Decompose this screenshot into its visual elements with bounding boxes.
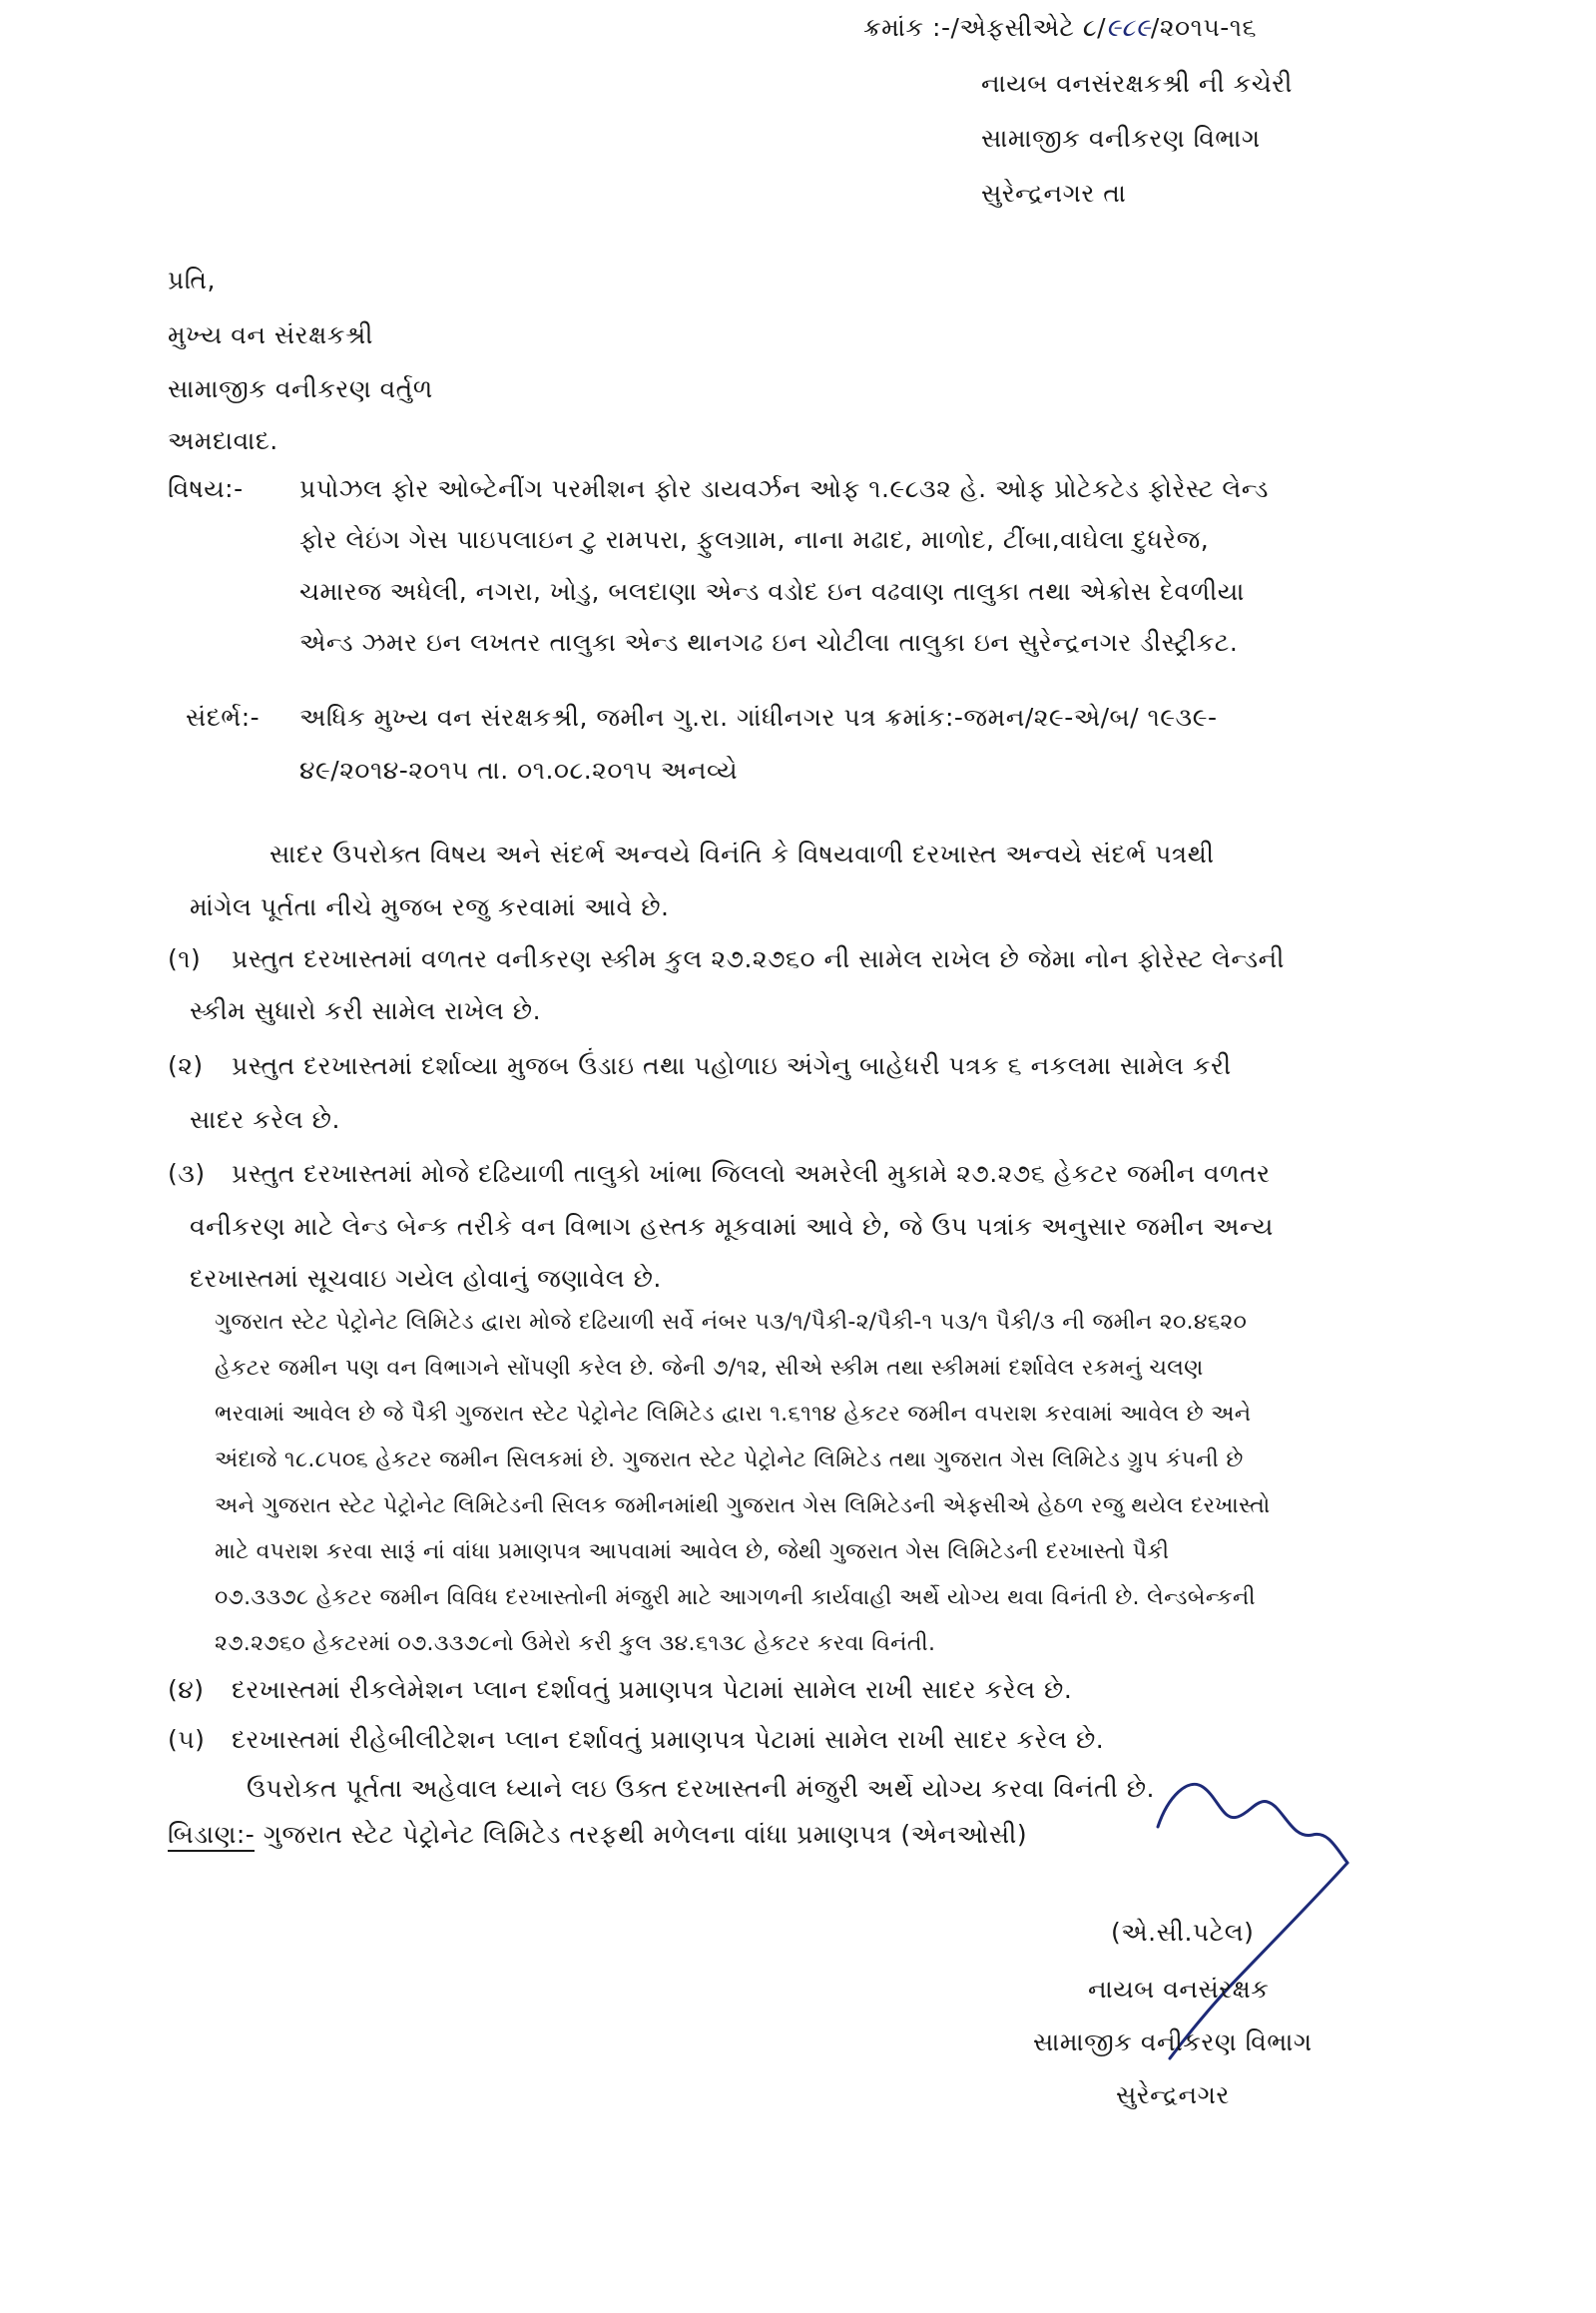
signatory-department: સામાજીક વનીકરણ વિભાગ [1033, 2027, 1313, 2056]
subject-line-2: ફોર લેઇંગ ગેસ પાઇપલાઇન ટુ રામપરા, ફુલગ્રામ, નાના મઢાદ, માળોદ, ટીંબા,વાઘેલા દુધરેજ, [299, 525, 1210, 554]
detail-line-8: ૨૭.૨૭૬૦ હેકટરમાં ૦૭.૩૩૭૮નો ઉમેરો કરી કુલ ૩૪.૬૧૩૮ હેકટર કરવા વિનંતી. [215, 1631, 936, 1656]
closing-line: ઉપરોકત પૂર્તતા અહેવાલ ધ્યાને લઇ ઉક્ત દરખાસ્તની મંજુરી અર્થે યોગ્ય કરવા વિનંતી છે. [247, 1774, 1155, 1803]
subject-line-4: એન્ડ ઝમર ઇન લખતર તાલુકા એન્ડ થાનગઢ ઇન ચોટીલા તાલુકા ઇન સુરેન્દ્રનગર ડીસ્ટ્રીકટ. [299, 628, 1239, 657]
reference-line-1: અધિક મુખ્ય વન સંરક્ષકશ્રી, જમીન ગુ.રા. ગાંધીનગર પત્ર ક્રમાંક:-જમન/૨૯-એ/બ/ ૧૯૩૯- [299, 703, 1218, 732]
point-2-number: (૨) [168, 1051, 204, 1080]
recipient-line-4: અમદાવાદ. [168, 426, 278, 455]
detail-line-1: ગુજરાત સ્ટેટ પેટ્રોનેટ લિમિટેડ દ્વારા મોજે દઢિયાળી સર્વે નંબર ૫૩/૧/પૈકી-૨/પૈકી-૧ ૫૩/૧ પૈકી/૩ ની જમીન ૨૦.૪૬૨૦ [215, 1310, 1248, 1335]
recipient-line-3: સામાજીક વનીકરણ વર્તુળ [168, 374, 433, 403]
signature-stroke-upper [1158, 1784, 1347, 1863]
office-line-1: નાયબ વનસંરક્ષકશ્રી ની કચેરી [981, 69, 1293, 98]
office-line-2: સામાજીક વનીકરણ વિભાગ [981, 124, 1261, 153]
subject-line-3: ચમારજ અધેલી, નગરા, ખોડુ, બલદાણા એન્ડ વડોદ ઇન વઢવાણ તાલુકા તથા એક્રોસ દેવળીયા [299, 577, 1245, 606]
enclosure-text: ગુજરાત સ્ટેટ પેટ્રોનેટ લિમિટેડ તરફથી મળેલના વાંધા પ્રમાણપત્ર (એનઓસી) [263, 1820, 1028, 1849]
enclosure-label: બિડાણ:- [168, 1820, 255, 1852]
detail-line-4: અંદાજે ૧૮.૮૫૦૬ હેકટર જમીન સિલકમાં છે. ગુજરાત સ્ટેટ પેટ્રોનેટ લિમિટેડ તથા ગુજરાત ગેસ લિમિટેડ ગ્રુપ કંપની છે [215, 1447, 1244, 1472]
reference-number [863, 12, 1257, 44]
detail-line-2: હેકટર જમીન પણ વન વિભાગને સોંપણી કરેલ છે. જેની ૭/૧૨, સીએ સ્કીમ તથા સ્કીમમાં દર્શાવેલ રકમનું ચલણ [215, 1356, 1204, 1381]
point-3-line-2: વનીકરણ માટે લેન્ડ બેન્ક તરીકે વન વિભાગ હસ્તક મૂકવામાં આવે છે, જે ઉપ પત્રાંક અનુસાર જમીન અન્ય [190, 1212, 1274, 1241]
detail-line-3: ભરવામાં આવેલ છે જે પૈકી ગુજરાત સ્ટેટ પેટ્રોનેટ લિમિટેડ દ્વારા ૧.૬૧૧૪ હેકટર જમીન વપરાશ કરવામાં આવેલ છે અને [215, 1402, 1252, 1427]
reference-suffix: /૨૦૧૫-૧૬ [1150, 13, 1258, 42]
point-1-number: (૧) [168, 944, 202, 973]
point-4-text: દરખાસ્તમાં રીકલેમેશન પ્લાન દર્શાવતું પ્રમાણપત્ર પેટામાં સામેલ રાખી સાદર કરેલ છે. [232, 1675, 1073, 1704]
point-2-line-1: પ્રસ્તુત દરખાસ્તમાં દર્શાવ્યા મુજબ ઉંડાઇ તથા પહોળાઇ અંગેનુ બાહેધરી પત્રક ૬ નકલમા સામેલ કરી [232, 1051, 1232, 1080]
detail-line-6: માટે વપરાશ કરવા સારૂં નાં વાંધા પ્રમાણપત્ર આપવામાં આવેલ છે, જેથી ગુજરાત ગેસ લિમિટેડની દરખાસ્તો પૈકી [215, 1539, 1170, 1564]
enclosure-line [168, 1819, 1027, 1851]
reference-line-2: ૪૯/૨૦૧૪-૨૦૧૫ તા. ૦૧.૦૮.૨૦૧૫ અનવ્યે [299, 756, 739, 785]
intro-line-2: માંગેલ પૂર્તતા નીચે મુજબ રજુ કરવામાં આવે છે. [190, 892, 670, 921]
recipient-line-2: મુખ્ય વન સંરક્ષકશ્રી [168, 320, 373, 349]
reference-prefix: ક્રમાંક :-/એફસીએટે ૮/ [863, 13, 1107, 42]
detail-line-5: અને ગુજરાત સ્ટેટ પેટ્રોનેટ લિમિટેડની સિલક જમીનમાંથી ગુજરાત ગેસ લિમિટેડની એફસીએ હેઠળ રજુ થયેલ દરખાસ્તો [215, 1493, 1271, 1518]
subject-label: વિષય:- [168, 474, 244, 503]
point-2-line-2: સાદર કરેલ છે. [190, 1105, 340, 1134]
point-1-line-1: પ્રસ્તુત દરખાસ્તમાં વળતર વનીકરણ સ્કીમ કુલ ૨૭.૨૭૬૦ ની સામેલ રાખેલ છે જેમા નોન ફોરેસ્ટ લેન્ડની [232, 944, 1285, 973]
reference-label: સંદર્ભ:- [186, 703, 261, 732]
point-3-number: (૩) [168, 1159, 206, 1188]
recipient-line-1: પ્રતિ, [168, 266, 216, 294]
signatory-designation: નાયબ વનસંરક્ષક [1088, 1975, 1270, 2004]
intro-line-1: સાદર ઉપરોક્ત વિષય અને સંદર્ભ અન્વયે વિનંતિ કે વિષયવાળી દરખાસ્ત અન્વયે સંદર્ભ પત્રથી [269, 840, 1215, 868]
signatory-name: (એ.સી.પટેલ) [1111, 1918, 1255, 1947]
point-5-number: (૫) [168, 1725, 206, 1754]
point-3-line-3: દરખાસ્તમાં સૂચવાઇ ગયેલ હોવાનું જણાવેલ છે. [190, 1264, 662, 1293]
office-line-3: સુરેન્દ્રનગર તા [981, 179, 1127, 208]
point-1-line-2: સ્કીમ સુધારો કરી સામેલ રાખેલ છે. [190, 996, 542, 1025]
subject-line-1: પ્રપોઝલ ફોર ઓબ્ટેનીંગ પરમીશન ફોર ડાયવર્ઝન ઓફ ૧.૯૮૩૨ હે. ઓફ પ્રોટેકટેડ ફોરેસ્ટ લેન્ડ [299, 474, 1270, 503]
point-3-line-1: પ્રસ્તુત દરખાસ્તમાં મોજે દઢિયાળી તાલુકો ખાંભા જિલલો અમરેલી મુકામે ૨૭.૨૭૬ હેકટર જમીન વળતર [232, 1159, 1271, 1188]
detail-line-7: ૦૭.૩૩૭૮ હેકટર જમીન વિવિધ દરખાસ્તોની મંજુરી માટે આગળની કાર્યવાહી અર્થે યોગ્ય થવા વિનંતી છે. લેન્ડબેન્કની [215, 1585, 1256, 1610]
point-4-number: (૪) [168, 1675, 205, 1704]
reference-handwritten-number: ૯૮૯ [1106, 13, 1151, 42]
point-5-text: દરખાસ્તમાં રીહેબીલીટેશન પ્લાન દર્શાવતું પ્રમાણપત્ર પેટામાં સામેલ રાખી સાદર કરેલ છે. [232, 1725, 1105, 1754]
signatory-location: સુરેન્દ્રનગર [1116, 2080, 1230, 2109]
